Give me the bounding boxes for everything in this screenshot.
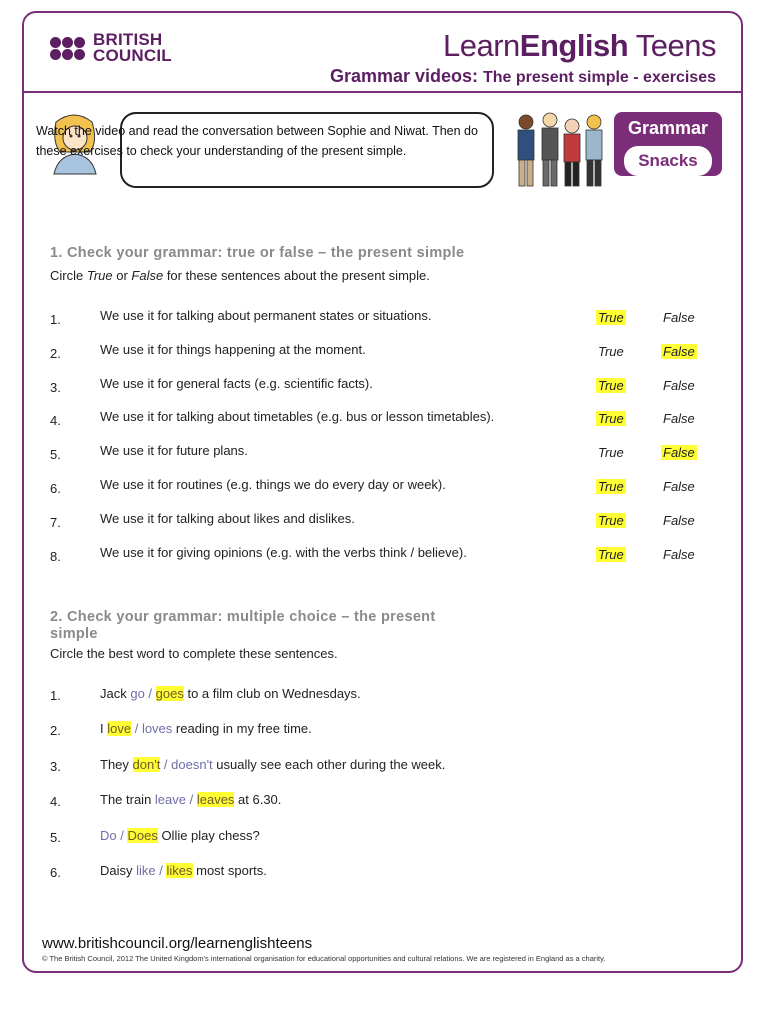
- item-number: 2.: [50, 345, 61, 361]
- choice-option-2[interactable]: leaves: [196, 792, 235, 808]
- instr-or: or: [112, 268, 132, 283]
- item-number: 1.: [50, 312, 61, 327]
- sentence-end: Ollie play chess?: [157, 827, 260, 843]
- choice-option-2[interactable]: likes: [166, 863, 193, 878]
- item-sentence: [100, 686, 361, 701]
- item-sentence: We use it for talking about timetables (e.g. bus or lesson timetables).: [100, 409, 495, 425]
- false-option[interactable]: False: [663, 377, 695, 393]
- footer-legal: © The British Council, 2012 The United Kingdom's international organisation for educational opportunities and cultural relations. We are registered in England as a charity.: [42, 954, 606, 963]
- subtitle-topic: The present simple - exercises: [483, 69, 716, 86]
- item-sentence: We use it for routines (e.g. things we do every day or week).: [100, 477, 446, 492]
- true-option[interactable]: True: [598, 411, 624, 427]
- sentence-start: The train: [100, 792, 155, 808]
- sentence-start: They: [100, 756, 133, 772]
- true-option[interactable]: True: [598, 310, 624, 325]
- tf-row: [50, 409, 710, 429]
- item-number: 6.: [50, 481, 61, 496]
- choice-option-1[interactable]: like: [136, 863, 156, 878]
- sentence-end: reading in my free time.: [172, 721, 312, 737]
- choice-option-2[interactable]: Does: [127, 827, 158, 843]
- footer-url[interactable]: www.britishcouncil.org/learnenglishteens: [42, 935, 313, 952]
- choice-separator: /: [155, 863, 167, 878]
- instr-part: Circle: [50, 268, 87, 283]
- tf-row: [50, 308, 710, 328]
- item-number: 4.: [50, 413, 61, 429]
- false-option[interactable]: False: [663, 310, 695, 325]
- section2-title-line1: 2. Check your grammar: multiple choice – the present: [50, 609, 436, 625]
- instr-false: False: [131, 268, 164, 283]
- choice-option-2[interactable]: loves: [141, 721, 173, 737]
- item-number: 7.: [50, 514, 61, 530]
- choice-separator: /: [160, 756, 172, 772]
- british-council-logo: [50, 32, 172, 64]
- item-sentence: [100, 828, 260, 843]
- choice-option-2[interactable]: doesn't: [171, 756, 213, 772]
- section2-instruction: Circle the best word to complete these sentences.: [50, 646, 338, 661]
- tf-row: [50, 443, 710, 463]
- logo-line-1: BRITISH: [93, 30, 163, 49]
- section1-title: 1. Check your grammar: true or false – the present simple: [50, 245, 465, 261]
- item-sentence: We use it for future plans.: [100, 443, 248, 459]
- brand-end: Teens: [628, 28, 716, 63]
- tf-row: [50, 545, 710, 565]
- item-number: 6.: [50, 865, 61, 880]
- tf-row: [50, 511, 710, 531]
- brand-light: Learn: [442, 28, 520, 63]
- item-sentence: We use it for giving opinions (e.g. with the verbs think / believe).: [100, 544, 467, 560]
- section2-title: [50, 609, 435, 643]
- choice-option-1[interactable]: go: [130, 686, 145, 701]
- item-number: 3.: [50, 758, 61, 774]
- true-option[interactable]: True: [598, 445, 624, 461]
- choice-separator: /: [131, 721, 142, 737]
- header-divider: [22, 91, 743, 93]
- item-number: 1.: [50, 688, 61, 703]
- intro-text: Watch the video and read the conversation between Sophie and Niwat. Then do these exercises to check your understanding of the present simple.: [36, 124, 478, 158]
- true-option[interactable]: True: [598, 512, 624, 528]
- choice-option-1[interactable]: Do: [100, 827, 117, 843]
- true-option[interactable]: True: [598, 546, 624, 562]
- sentence-start: Jack: [100, 686, 131, 701]
- item-number: 3.: [50, 379, 61, 395]
- brand-bold: English: [519, 28, 629, 63]
- true-option[interactable]: True: [598, 479, 624, 494]
- section2-title-line2: simple: [50, 626, 98, 642]
- false-option[interactable]: False: [663, 343, 695, 359]
- sentence-start: I: [100, 721, 108, 737]
- item-number: 4.: [50, 794, 61, 810]
- false-option[interactable]: False: [663, 411, 695, 427]
- tf-row: [50, 376, 710, 396]
- false-option[interactable]: False: [663, 512, 695, 528]
- grammar-snacks-badge: [614, 112, 722, 176]
- item-sentence: [100, 792, 281, 807]
- subtitle-prefix: Grammar videos:: [329, 66, 483, 86]
- section1-instruction: [50, 268, 430, 283]
- badge-top: Grammar: [627, 118, 709, 138]
- item-number: 8.: [50, 548, 61, 564]
- item-sentence: [100, 721, 312, 736]
- choice-option-1[interactable]: leave: [154, 792, 186, 808]
- sentence-end: at 6.30.: [234, 792, 282, 808]
- choice-separator: /: [186, 792, 197, 808]
- false-option[interactable]: False: [663, 546, 695, 562]
- instr-end: for these sentences about the present simple.: [163, 268, 430, 283]
- badge-bottom: Snacks: [624, 146, 712, 176]
- learnenglish-teens-logo: [443, 28, 716, 64]
- students-group-icon: [512, 108, 622, 193]
- item-number: 5.: [50, 447, 61, 463]
- item-sentence: [100, 863, 267, 878]
- item-number: 2.: [50, 723, 61, 739]
- tf-row: [50, 477, 710, 497]
- false-option[interactable]: False: [663, 479, 695, 494]
- item-sentence: [100, 757, 445, 772]
- sentence-end: to a film club on Wednesdays.: [183, 686, 361, 701]
- item-sentence: We use it for talking about likes and dislikes.: [100, 510, 355, 526]
- item-number: 5.: [50, 829, 61, 845]
- choice-option-1[interactable]: don't: [132, 756, 161, 772]
- page-subtitle: [330, 66, 716, 87]
- item-sentence: We use it for talking about permanent states or situations.: [100, 308, 432, 323]
- false-option[interactable]: False: [663, 445, 695, 461]
- sentence-end: most sports.: [192, 863, 267, 878]
- logo-dots-icon: [50, 37, 85, 60]
- tf-row: [50, 342, 710, 362]
- logo-line-2: COUNCIL: [93, 46, 172, 65]
- instr-true: True: [86, 268, 113, 283]
- sentence-start: Daisy: [100, 863, 137, 878]
- true-option[interactable]: True: [598, 377, 624, 393]
- true-option[interactable]: True: [598, 343, 624, 359]
- choice-separator: /: [144, 686, 156, 701]
- item-sentence: We use it for general facts (e.g. scientific facts).: [100, 375, 373, 391]
- choice-separator: /: [116, 827, 128, 843]
- sentence-end: usually see each other during the week.: [212, 756, 446, 772]
- choice-option-1[interactable]: love: [107, 721, 132, 737]
- choice-option-2[interactable]: goes: [155, 686, 184, 701]
- item-sentence: We use it for things happening at the moment.: [100, 341, 366, 357]
